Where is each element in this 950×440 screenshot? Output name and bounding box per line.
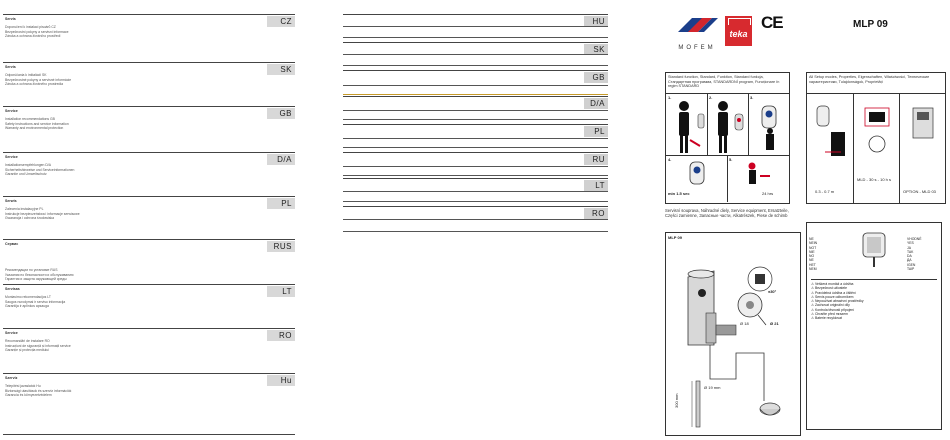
section-lt (3, 284, 295, 331)
mofem-wordmark: MOFEM (678, 45, 716, 51)
row-ro (343, 206, 608, 243)
step-label: 2. (709, 95, 713, 100)
line (343, 231, 608, 232)
line (343, 191, 608, 192)
time-a: min 1.5 sec (668, 191, 690, 196)
line (343, 138, 608, 139)
lang-tag-pl: PL (584, 126, 608, 137)
section-pl (3, 196, 295, 243)
steps-area (666, 93, 789, 156)
faucet-icon (845, 229, 903, 269)
row-lt (343, 178, 608, 209)
section-rus (3, 239, 295, 286)
line (343, 54, 608, 55)
section-heading: Servisas (5, 287, 20, 291)
warning-item: ⚠ Kontrola těsnosti připojení (811, 307, 855, 312)
lang-tag-ru: RU (584, 154, 608, 165)
warning-item: ⚠ Pravidelná údržba a čištění (811, 290, 856, 295)
warning-label-list-right: VHODNÉ YES JA TAK DA ДА IGEN TAIP (907, 237, 922, 272)
warning-item: ⚠ Chraňte před mrazem (811, 312, 848, 317)
mofem-logo-icon (672, 14, 722, 38)
section-heading: Servis (5, 65, 16, 69)
panel-setup-modes (806, 72, 946, 204)
lang-tag-d-a: D/A (267, 154, 295, 165)
divider (748, 94, 749, 156)
ce-mark: CE (761, 13, 783, 32)
row-pl (343, 124, 608, 153)
person-icon (672, 100, 706, 154)
step-label: 5. (729, 157, 733, 162)
warning-item: ⚠ Veškerá montáž a údržba (811, 282, 854, 286)
lang-tag-lt: LT (267, 286, 295, 297)
range-icon (859, 104, 895, 164)
time-b: 24 hrs (762, 191, 774, 196)
line (343, 26, 608, 27)
section-heading: Servis (5, 17, 16, 21)
section-sk (3, 62, 295, 111)
spare-code: MLP 09 (668, 235, 682, 240)
section-cz (3, 14, 295, 63)
divider (707, 94, 708, 156)
section-heading: Сервис (5, 242, 19, 246)
warning-item: ⚠ Baterie recyklovat (811, 316, 842, 321)
panel-standard-function (665, 72, 790, 204)
section-text: Zalecenia instalacyjne PL Instrukcje bezpieczeństwa i informacje serwisowe Gwarancja i ochrona środowiska (5, 207, 80, 221)
mofem-logo (672, 14, 722, 50)
person-icon (713, 100, 747, 154)
lang-tag-ro: RO (267, 330, 295, 341)
lang-tag-gb: GB (267, 108, 295, 119)
lang-tag-pl: PL (267, 198, 295, 209)
warning-label-list: NE NEIN NOT NIE NO NE HET NEM (809, 237, 818, 272)
section-heading: Service (5, 331, 18, 335)
lang-tag-lt: LT (584, 180, 608, 191)
section-text: Installationsempfehlungen D/A Sicherheitshinweise und Serviceinformationen Garantie und Umweltschutz (5, 163, 75, 177)
section-ro (3, 328, 295, 375)
option-label: OPTION - MLD 03 (903, 189, 936, 194)
lang-tag-gb: GB (584, 72, 608, 83)
lang-tag-hu: HU (584, 16, 608, 27)
line (343, 94, 608, 95)
section-text: Recomandări de instalare RO Instrucțiuni de siguranță și informații service Garanție și protecția mediului (5, 339, 71, 353)
step-label: 3. (750, 95, 754, 100)
step-label: 4. (668, 157, 672, 162)
row-gb (343, 70, 608, 99)
section-gb (3, 106, 295, 155)
urinal-flush-icon (684, 160, 712, 190)
warning-item: ⚠ Servis pouze odborníkem (811, 294, 854, 299)
angle-label: ±30° (768, 289, 777, 294)
spare-title: Servisní souprava, Náhradné diely, Service equipment, Ersatzteile, Części zamienne, Запасные части, Alkatrészek, Piese de schimb (665, 208, 789, 218)
person-leaving-icon (742, 162, 776, 190)
row-sk (343, 42, 608, 71)
lang-tag-ro: RO (584, 208, 608, 219)
installation-drawing (666, 241, 800, 433)
section-text: Telepítési javaslatok Hu Biztonsági utasítások és szerviz információk Garancia és környezetvédelem (5, 384, 72, 398)
warning-item: ⚠ Bezpečnost uživatele (811, 286, 848, 291)
line (343, 119, 608, 120)
section-text: Odporúčania k inštalácii SK Bezpečnostné pokyny a servisné informácie Záruka a ochrana životného prostredia (5, 73, 72, 87)
line (343, 110, 608, 111)
section-heading: Szerviz (5, 376, 18, 380)
lang-tag-cz: CZ (267, 16, 295, 27)
section-d-a (3, 152, 295, 201)
lang-tag-sk: SK (267, 64, 295, 75)
tool-label: Ø 21 (770, 321, 779, 326)
line (343, 65, 608, 66)
teka-mark (728, 18, 751, 25)
section-heading: Serwis (5, 199, 17, 203)
height-label: 300 mm (674, 393, 679, 408)
option-device-icon (905, 102, 941, 162)
lang-tag-rus: RUS (267, 241, 295, 252)
section-hu (3, 373, 295, 435)
nut-label: Ø 18 (740, 321, 749, 326)
model-title: MLP 09 (853, 19, 888, 30)
divider (853, 94, 854, 204)
panel-a-text: Standard function, Standard, Funktion, Standard funkcja, Стандартная программа, STANDARDNÍ program, Funcționare în regim STANDARD (668, 75, 780, 89)
line (343, 219, 608, 220)
section-text: Installation recommendations GB Safety instructions and service information Warranty and environmental protection (5, 117, 69, 131)
section-heading: Service (5, 155, 18, 159)
distance-label: 0.3 - 0.7 m (815, 189, 835, 194)
range-label: MLD - 30 s - 10 h s (857, 177, 892, 182)
step-label: 1. (668, 95, 672, 100)
teka-wordmark: teka (729, 29, 748, 39)
warning-item: ⚠ Nepoužívat abrazivní prostředky (811, 299, 864, 304)
line (343, 201, 608, 202)
panel-b-text: All Setup modes, Properties, Eigenschaften, Właściwości, Технические характеристики, Tulajdonságok, Proprietăți (809, 75, 930, 84)
line (343, 166, 608, 167)
urinal-icon (752, 100, 786, 154)
section-text: Doporučení k instalaci pisoárů CZ Bezpečnostní pokyny a servisní informace Záruka a ochrana životního prostředí (5, 25, 69, 39)
lang-tag-hu: Hu (267, 375, 295, 386)
row-d-a (343, 96, 608, 125)
installation-diagram (665, 232, 801, 436)
divider (899, 94, 900, 204)
line (343, 147, 608, 148)
lang-tag-d-a: D/A (584, 98, 608, 109)
section-heading: Service (5, 109, 18, 113)
warnings-box (806, 222, 942, 430)
section-text: Рекомендации по установке RUS Указания по безопасности и обслуживанию Гарантия и защита окружающей среды (5, 268, 74, 282)
lang-tag-sk: SK (584, 44, 608, 55)
distance-icon (813, 102, 849, 162)
row-ru (343, 152, 608, 181)
pipe-label: Ø 19 mm (704, 385, 721, 390)
section-text: Montavimo rekomendacijos LT Saugos nurodymai ir serviso informacija Garantija ir aplinkos apsauga (5, 295, 66, 309)
warnings-list (811, 279, 937, 321)
line (343, 37, 608, 38)
divider (727, 156, 728, 202)
steps-row-2 (666, 155, 789, 202)
line (343, 85, 608, 86)
warning-item: ⚠ Zachovat originální díly (811, 303, 850, 308)
teka-logo (725, 16, 752, 46)
setup-area (807, 93, 945, 172)
line (343, 175, 608, 176)
